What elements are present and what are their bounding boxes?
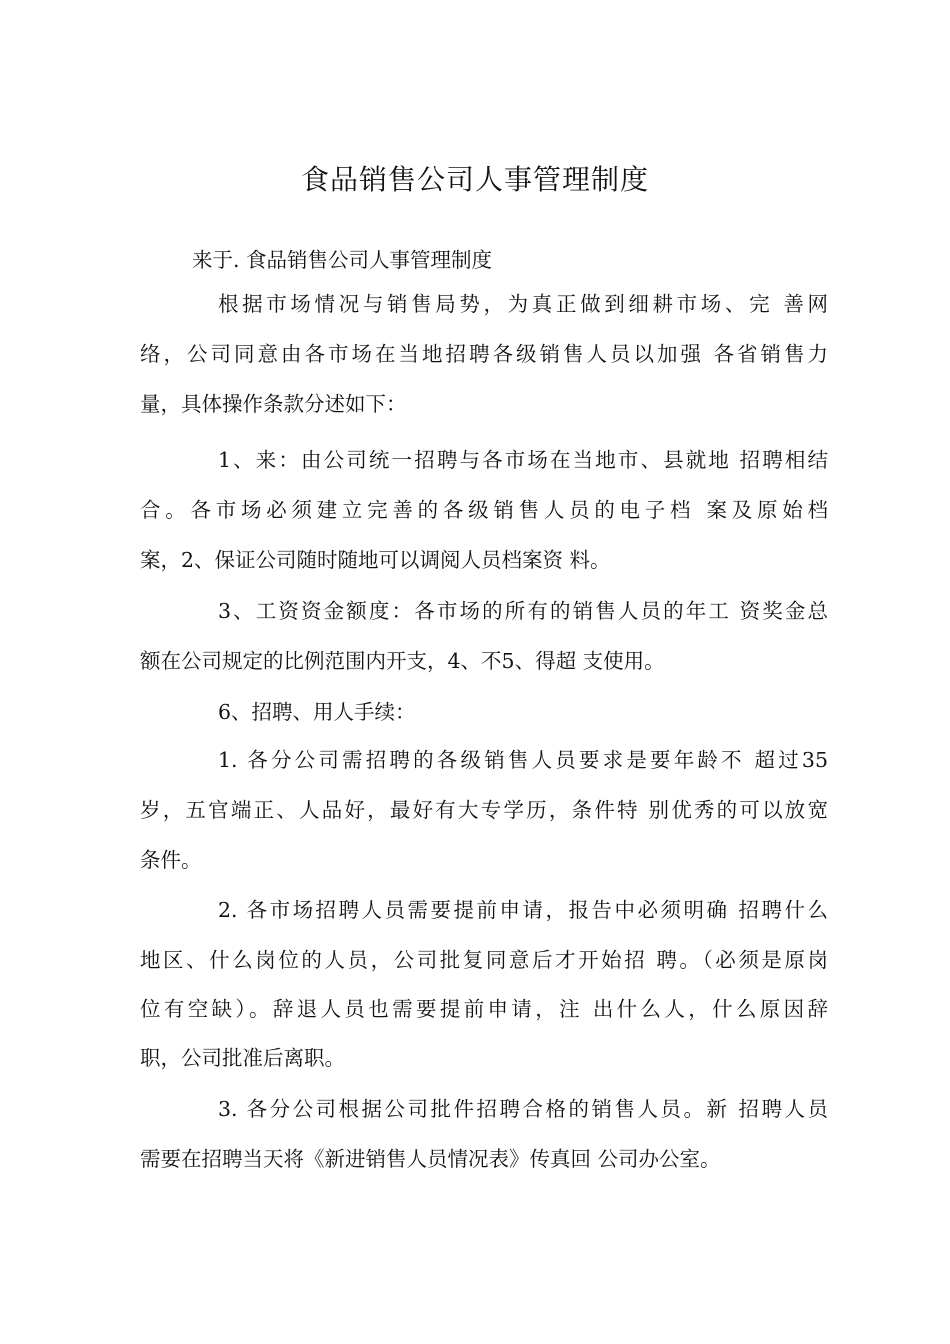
paragraph-line: 根据市场情况与销售局势，为真正做到细耕市场、完 善网 [218,292,828,316]
section-heading: 6、招聘、用人手续： [218,700,416,724]
paragraph-line: 需要在招聘当天将《新进销售人员情况表》传真回 公司办公室。 [140,1147,721,1171]
paragraph-line: 岁，五官端正、人品好，最好有大专学历，条件特 别优秀的可以放宽 [140,798,828,822]
paragraph-line: 额在公司规定的比例范围内开支，4、不5、得超 支使用。 [140,649,665,673]
paragraph-line: 量，具体操作条款分述如下： [140,392,407,416]
paragraph-line: 地区、什么岗位的人员，公司批复同意后才开始招 聘。（必须是原岗 [140,948,828,972]
paragraph-line: 3. 各分公司根据公司批件招聘合格的销售人员。新 招聘人员 [218,1097,828,1121]
paragraph-line: 络，公司同意由各市场在当地招聘各级销售人员以加强 各省销售力 [140,342,828,366]
paragraph-line: 2. 各市场招聘人员需要提前申请，报告中必须明确 招聘什么 [218,898,828,922]
document-title: 食品销售公司人事管理制度 [300,163,649,196]
paragraph-line: 位有空缺）。辞退人员也需要提前申请，注 出什么人，什么原因辞 [140,997,828,1021]
paragraph-line: 3、工资资金额度：各市场的所有的销售人员的年工 资奖金总 [218,599,828,623]
source-line: 来于. 食品销售公司人事管理制度 [192,248,493,272]
paragraph-line: 1、来：由公司统一招聘与各市场在当地市、县就地 招聘相结 [218,448,828,472]
paragraph-line: 案，2、保证公司随时随地可以调阅人员档案资 料。 [140,548,611,572]
paragraph-line: 职，公司批准后离职。 [140,1046,345,1070]
paragraph-line: 1. 各分公司需招聘的各级销售人员要求是要年龄不 超过35 [218,748,828,772]
paragraph-line: 合。各市场必须建立完善的各级销售人员的电子档 案及原始档 [140,498,828,522]
paragraph-line: 条件。 [140,848,202,872]
